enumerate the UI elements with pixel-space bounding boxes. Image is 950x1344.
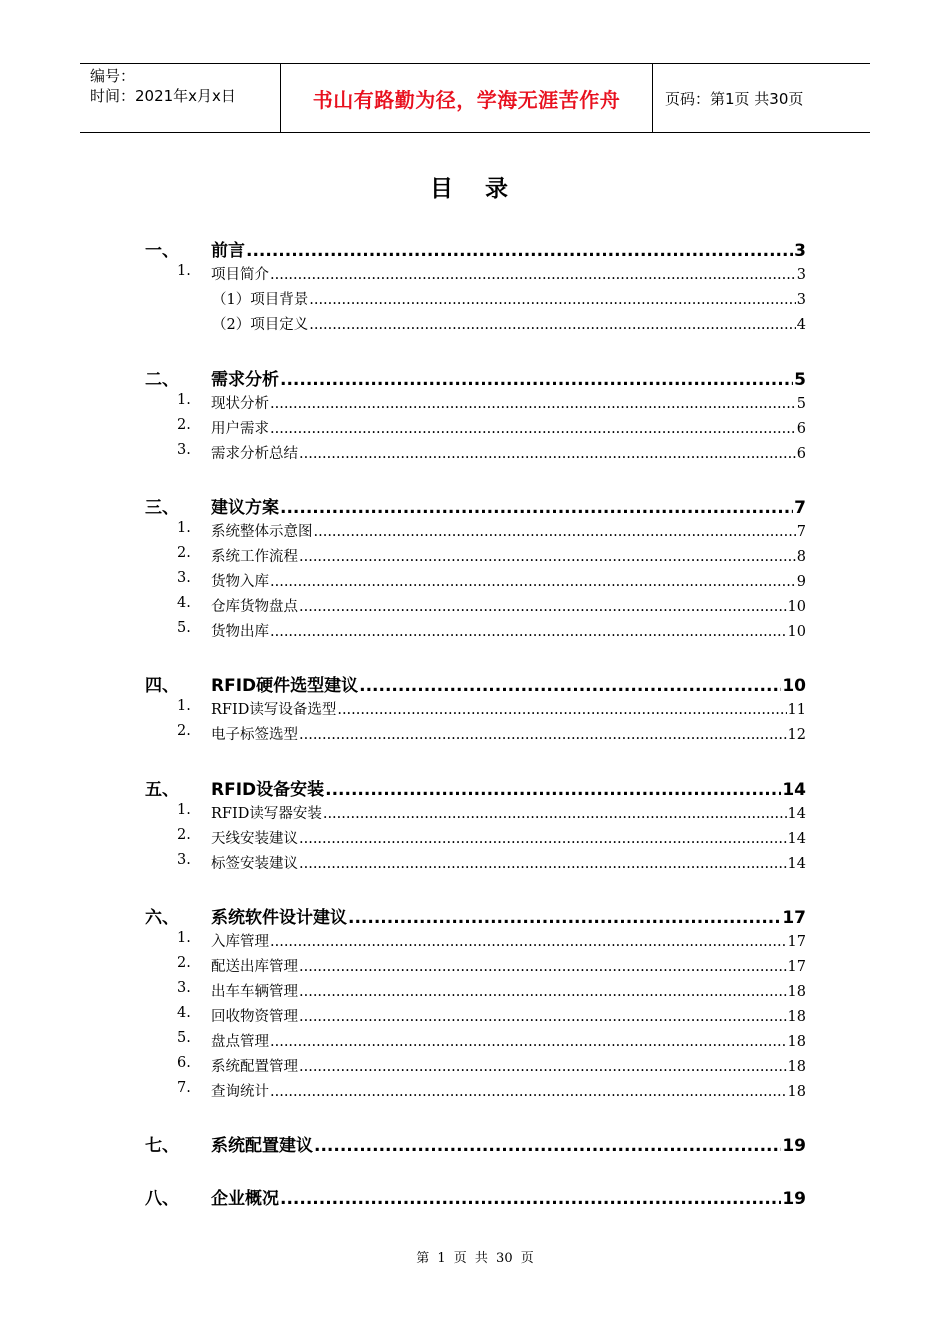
section-number: 八、 [145, 1189, 179, 1209]
subsection-title: 用户需求 [211, 421, 269, 437]
subsection-number: 3. [177, 570, 191, 586]
dot-leader [299, 727, 787, 743]
toc-section-entry[interactable] [145, 1131, 806, 1155]
dot-leader [280, 1189, 781, 1209]
section-number: 五、 [145, 780, 179, 800]
subsection-title: 查询统计 [211, 1084, 269, 1100]
subsection-number: 2. [177, 723, 191, 739]
subsection-title: 回收物资管理 [211, 1009, 298, 1025]
subsection-title: 入库管理 [211, 934, 269, 950]
section-title: 需求分析 [211, 370, 279, 390]
subsection-page-number: 18 [787, 1059, 806, 1075]
subsection-number: 2. [177, 955, 191, 971]
dot-leader [299, 1009, 787, 1025]
subsection-number: 5. [177, 620, 191, 636]
subsection-page-number: 12 [787, 727, 806, 743]
subsection-number: 4. [177, 1005, 191, 1021]
toc-subsection-entry[interactable] [212, 288, 806, 310]
header-page-cell [653, 64, 870, 132]
toc-section-entry[interactable] [145, 775, 806, 799]
toc-subsection-entry[interactable] [177, 1030, 806, 1052]
toc-subsection-entry[interactable] [177, 520, 806, 542]
subsection-number: 2. [177, 417, 191, 433]
subsection-page-number: 18 [787, 1009, 806, 1025]
subsection-page-number: 14 [787, 806, 806, 822]
section-page-number: 17 [782, 908, 806, 928]
toc-subsection-entry[interactable] [177, 1005, 806, 1027]
section-title: 系统配置建议 [211, 1136, 313, 1156]
section-title: RFID设备安装 [211, 780, 325, 800]
dot-leader [348, 908, 781, 928]
subsection-title: 配送出库管理 [211, 959, 298, 975]
toc-subsection-entry[interactable] [177, 723, 806, 745]
subsection-number: 1. [177, 698, 191, 714]
subsection-title: 盘点管理 [211, 1034, 269, 1050]
toc-title: 目 录 [429, 176, 520, 202]
dot-leader [280, 498, 793, 518]
subsection-number: 6. [177, 1055, 191, 1071]
section-number: 一、 [145, 241, 179, 261]
dot-leader [270, 574, 796, 590]
dot-leader [299, 549, 796, 565]
section-title: 企业概况 [211, 1189, 279, 1209]
section-title: 前言 [211, 241, 245, 261]
section-number: 三、 [145, 498, 179, 518]
dot-leader [280, 370, 793, 390]
dot-leader [246, 241, 793, 261]
subsection-page-number: 3 [796, 292, 806, 308]
toc-subsection-entry[interactable] [177, 442, 806, 464]
subsection-number: 1. [177, 392, 191, 408]
dot-leader [299, 599, 787, 615]
toc-subsection-entry[interactable] [177, 827, 806, 849]
dot-leader [270, 934, 787, 950]
section-number: 七、 [145, 1136, 179, 1156]
dot-leader [270, 1034, 787, 1050]
subsection-page-number: 14 [787, 856, 806, 872]
subsection-number: 2. [177, 827, 191, 843]
dot-leader [270, 1084, 787, 1100]
dot-leader [270, 267, 796, 283]
toc-section-entry[interactable] [145, 236, 806, 260]
toc-section-entry[interactable] [145, 903, 806, 927]
page-info: 页码：第1页 共30页 [665, 89, 804, 108]
toc-subsection-entry[interactable] [177, 545, 806, 567]
dot-leader [314, 1136, 781, 1156]
toc-subsection-entry[interactable] [177, 392, 806, 414]
subsection-title: 项目简介 [211, 267, 269, 283]
subsection-page-number: 18 [787, 984, 806, 1000]
section-title: RFID硬件选型建议 [211, 676, 359, 696]
section-page-number: 19 [782, 1136, 806, 1156]
toc-subsection-entry[interactable] [177, 1055, 806, 1077]
subsection-title: 天线安装建议 [211, 831, 298, 847]
toc-subsection-entry[interactable] [177, 620, 806, 642]
toc-subsection-entry[interactable] [177, 595, 806, 617]
dot-leader [337, 702, 786, 718]
subsection-page-number: 10 [787, 624, 806, 640]
section-page-number: 5 [794, 370, 806, 390]
section-title: 系统软件设计建议 [211, 908, 347, 928]
subsection-number: 1. [177, 263, 191, 279]
subsection-number: 7. [177, 1080, 191, 1096]
section-number: 六、 [145, 908, 179, 928]
section-page-number: 19 [782, 1189, 806, 1209]
subsection-number: 1. [177, 520, 191, 536]
dot-leader [309, 292, 796, 308]
subsection-page-number: 17 [787, 959, 806, 975]
toc-subsection-entry[interactable] [177, 930, 806, 952]
motto-text: 书山有路勤为径，学海无涯苦作舟 [312, 87, 621, 112]
subsection-number: 4. [177, 595, 191, 611]
toc-subsection-entry[interactable] [177, 1080, 806, 1102]
subsection-page-number: 6 [796, 446, 806, 462]
dot-leader [299, 831, 787, 847]
toc-subsection-entry[interactable] [177, 417, 806, 439]
section-page-number: 3 [794, 241, 806, 261]
subsection-page-number: 17 [787, 934, 806, 950]
dot-leader [323, 806, 787, 822]
subsection-page-number: 7 [796, 524, 806, 540]
section-page-number: 7 [794, 498, 806, 518]
dot-leader [314, 524, 796, 540]
subsection-page-number: 8 [796, 549, 806, 565]
subsection-number: 5. [177, 1030, 191, 1046]
subsection-number: 3. [177, 980, 191, 996]
dot-leader [299, 984, 787, 1000]
subsection-number: 1. [177, 802, 191, 818]
subsection-page-number: 3 [796, 267, 806, 283]
subsection-title: （2）项目定义 [212, 317, 309, 333]
section-number: 四、 [145, 676, 179, 696]
dot-leader [325, 780, 781, 800]
subsection-title: 标签安装建议 [211, 856, 298, 872]
subsection-page-number: 18 [787, 1034, 806, 1050]
section-page-number: 14 [782, 780, 806, 800]
subsection-title: RFID读写设备选型 [211, 702, 337, 718]
subsection-number: 1. [177, 930, 191, 946]
subsection-page-number: 11 [787, 702, 806, 718]
toc-subsection-entry[interactable] [212, 313, 806, 335]
toc-subsection-entry[interactable] [177, 570, 806, 592]
subsection-title: 出车车辆管理 [211, 984, 298, 1000]
section-page-number: 10 [782, 676, 806, 696]
section-title: 建议方案 [211, 498, 279, 518]
dot-leader [270, 396, 796, 412]
toc-section-entry[interactable] [145, 365, 806, 389]
subsection-number: 2. [177, 545, 191, 561]
subsection-page-number: 5 [796, 396, 806, 412]
toc-section-entry[interactable] [145, 671, 806, 695]
subsection-page-number: 9 [796, 574, 806, 590]
dot-leader [299, 446, 796, 462]
subsection-page-number: 18 [787, 1084, 806, 1100]
subsection-number: 3. [177, 852, 191, 868]
dot-leader [270, 624, 787, 640]
dot-leader [359, 676, 781, 696]
dot-leader [299, 1059, 787, 1075]
dot-leader [270, 421, 796, 437]
subsection-title: 系统整体示意图 [211, 524, 313, 540]
header-left-cell [80, 64, 281, 132]
subsection-page-number: 6 [796, 421, 806, 437]
dot-leader [299, 959, 787, 975]
subsection-title: RFID读写器安装 [211, 806, 322, 822]
serial-number-label: 编号： [90, 67, 136, 85]
subsection-title: 系统工作流程 [211, 549, 298, 565]
subsection-title: 需求分析总结 [211, 446, 298, 462]
date-line: 时间：2021年x月x日 [90, 87, 236, 105]
subsection-title: （1）项目背景 [212, 292, 309, 308]
subsection-number: 3. [177, 442, 191, 458]
toc-subsection-entry[interactable] [177, 802, 806, 824]
section-number: 二、 [145, 370, 179, 390]
subsection-page-number: 14 [787, 831, 806, 847]
toc-subsection-entry[interactable] [177, 698, 806, 720]
subsection-title: 系统配置管理 [211, 1059, 298, 1075]
header-motto-cell [281, 64, 653, 132]
subsection-page-number: 4 [796, 317, 806, 333]
page-header [80, 63, 870, 133]
toc-section-entry[interactable] [145, 1184, 806, 1208]
toc-subsection-entry[interactable] [177, 980, 806, 1002]
toc-subsection-entry[interactable] [177, 263, 806, 285]
toc-section-entry[interactable] [145, 493, 806, 517]
toc-subsection-entry[interactable] [177, 852, 806, 874]
dot-leader [299, 856, 787, 872]
subsection-title: 货物出库 [211, 624, 269, 640]
dot-leader [309, 317, 796, 333]
subsection-page-number: 10 [787, 599, 806, 615]
subsection-title: 现状分析 [211, 396, 269, 412]
subsection-title: 电子标签选型 [211, 727, 298, 743]
subsection-title: 仓库货物盘点 [211, 599, 298, 615]
subsection-title: 货物入库 [211, 574, 269, 590]
toc-subsection-entry[interactable] [177, 955, 806, 977]
page-footer: 第 1 页 共 30 页 [416, 1251, 534, 1266]
